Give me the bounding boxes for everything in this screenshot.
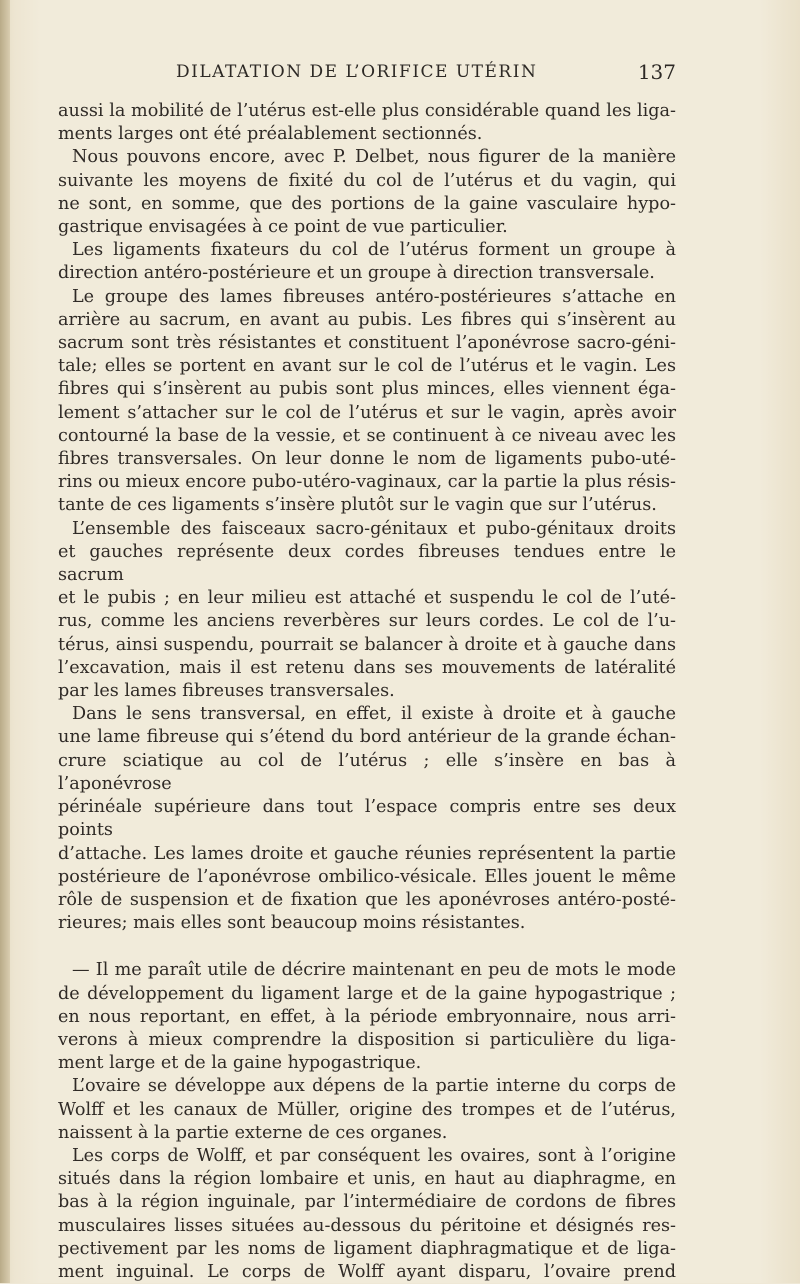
paragraph xyxy=(58,146,676,239)
section-break xyxy=(58,935,676,959)
text-line: tale; elles se portent en avant sur le col de l’utérus et le vagin. Les xyxy=(58,356,676,377)
text-line: contourné la base de la vessie, et se continuent à ce niveau avec les xyxy=(58,425,676,446)
text-line: l’excavation, mais il est retenu dans ses mouvements de latéralité xyxy=(58,657,676,678)
paragraph xyxy=(58,703,676,935)
text-line: térus, ainsi suspendu, pourrait se balancer à droite et à gauche dans xyxy=(58,634,676,655)
text-line: fibres qui s’insèrent au pubis sont plus minces, elles viennent éga- xyxy=(58,379,676,400)
text-line: — Il me paraît utile de décrire maintenant en peu de mots le mode xyxy=(72,960,676,981)
text-line: rins ou mieux encore pubo-utéro-vaginaux, car la partie la plus résis- xyxy=(58,472,676,493)
text-line: lement s’attacher sur le col de l’utérus et sur le vagin, après avoir xyxy=(58,402,676,423)
text-line: Wolff et les canaux de Müller, origine des trompes et de l’utérus, xyxy=(58,1099,676,1120)
text-line: ments larges ont été préalablement sectionnés. xyxy=(58,124,483,145)
text-line: pectivement par les noms de ligament diaphragmatique et de liga- xyxy=(58,1238,676,1259)
page-header xyxy=(58,62,676,88)
text-line: rieures; mais elles sont beaucoup moins résistantes. xyxy=(58,913,526,934)
text-line: aussi la mobilité de l’utérus est-elle plus considérable quand les liga- xyxy=(58,101,676,121)
text-line: et gauches représente deux cordes fibreuses tendues entre le sacrum xyxy=(58,541,676,586)
text-line: L’ovaire se développe aux dépens de la partie interne du corps de xyxy=(72,1076,676,1097)
text-line: et le pubis ; en leur milieu est attaché et suspendu le col de l’uté- xyxy=(58,588,676,609)
page-number: 137 xyxy=(637,60,676,84)
text-line: Les ligaments fixateurs du col de l’utérus forment un groupe à xyxy=(72,240,676,261)
text-line: crure sciatique au col de l’utérus ; elle s’insère en bas à l’aponévrose xyxy=(58,750,676,794)
text-line: sacrum sont très résistantes et constituent l’aponévrose sacro-géni- xyxy=(58,333,676,354)
paragraph xyxy=(58,239,676,285)
paragraph xyxy=(58,1145,676,1284)
text-line: par les lames fibreuses transversales. xyxy=(58,681,395,702)
text-line: direction antéro-postérieure et un groupe à direction transversale. xyxy=(58,263,655,284)
text-line: ment inguinal. Le corps de Wolff ayant disparu, l’ovaire prend xyxy=(58,1261,676,1282)
paragraph xyxy=(58,518,676,704)
text-line: gastrique envisagées à ce point de vue particulier. xyxy=(58,217,508,238)
text-line: naissent à la partie externe de ces organes. xyxy=(58,1122,448,1143)
text-line: ment large et de la gaine hypogastrique. xyxy=(58,1053,422,1074)
text-line: bas à la région inguinale, par l’intermédiaire de cordons de fibres xyxy=(58,1192,676,1213)
text-line: d’attache. Les lames droite et gauche réunies représentent la partie xyxy=(58,843,676,864)
text-line: ne sont, en somme, que des portions de la gaine vasculaire hypo- xyxy=(58,193,676,214)
text-line: Les corps de Wolff, et par conséquent les ovaires, sont à l’origine xyxy=(72,1145,676,1166)
paragraph xyxy=(58,959,676,1075)
text-line: fibres transversales. On leur donne le nom de ligaments pubo-uté- xyxy=(58,449,676,470)
text-line: arrière au sacrum, en avant au pubis. Les fibres qui s’insèrent au xyxy=(58,309,676,330)
text-line: rôle de suspension et de fixation que les aponévroses antéro-posté- xyxy=(58,889,676,910)
text-line: rus, comme les anciens reverbères sur leurs cordes. Le col de l’u- xyxy=(58,611,676,632)
text-line: en nous reportant, en effet, à la période embryonnaire, nous arri- xyxy=(58,1006,676,1027)
paragraph xyxy=(58,286,676,518)
paragraph xyxy=(58,100,676,146)
text-line: périnéale supérieure dans tout l’espace compris entre ses deux points xyxy=(58,797,676,841)
running-title: DILATATION DE L’ORIFICE UTÉRIN xyxy=(176,62,538,82)
text-line: Le groupe des lames fibreuses antéro-postérieures s’attache en xyxy=(72,286,676,307)
text-line: Dans le sens transversal, en effet, il existe à droite et à gauche xyxy=(72,704,676,725)
text-line: musculaires lisses situées au-dessous du péritoine et désignés res- xyxy=(58,1215,676,1236)
text-line: de développement du ligament large et de la gaine hypogastrique ; xyxy=(58,983,676,1004)
text-line: Nous pouvons encore, avec P. Delbet, nous figurer de la manière xyxy=(72,147,676,168)
page-gutter xyxy=(0,0,10,1283)
paragraph xyxy=(58,1075,676,1145)
text-line: une lame fibreuse qui s’étend du bord antérieur de la grande échan- xyxy=(58,727,676,748)
text-line: situés dans la région lombaire et unis, en haut au diaphragme, en xyxy=(58,1169,676,1190)
text-line: L’ensemble des faisceaux sacro-génitaux et pubo-génitaux droits xyxy=(72,518,676,539)
body-text xyxy=(58,100,676,1284)
text-line: verons à mieux comprendre la disposition si particulière du liga- xyxy=(58,1029,676,1050)
text-line: postérieure de l’aponévrose ombilico-vésicale. Elles jouent le même xyxy=(58,866,676,887)
text-line: tante de ces ligaments s’insère plutôt sur le vagin que sur l’utérus. xyxy=(58,495,657,516)
text-line: suivante les moyens de fixité du col de l’utérus et du vagin, qui xyxy=(58,170,676,191)
